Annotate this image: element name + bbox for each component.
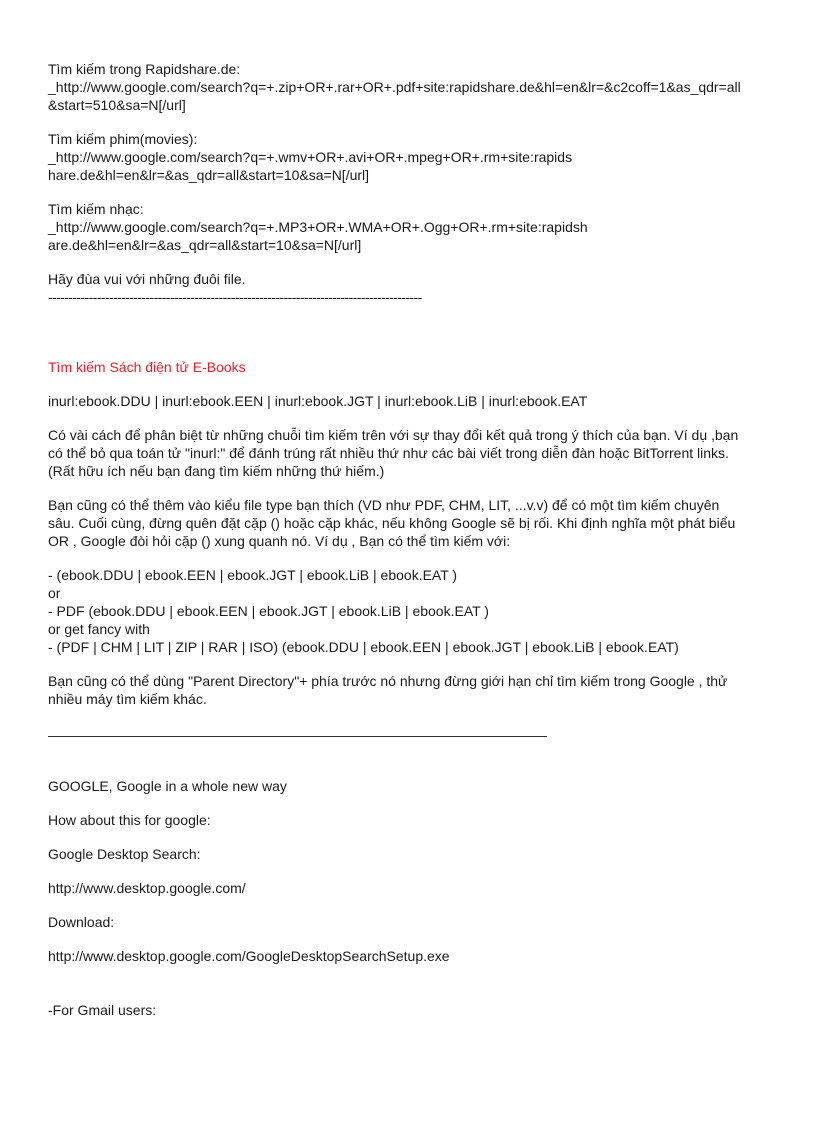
how-about-line: How about this for google: (48, 812, 211, 828)
music-url-line-1: _http://www.google.com/search?q=+.MP3+OR+.WMA+OR+.Ogg+OR+.rm+site:rapidsh (48, 219, 588, 235)
para1-line-2: có thể bỏ qua toán tử "inurl:" để đánh trúng rất nhiều thứ như các bài viết trong diễn đàn hoặc BitTorrent links. (48, 445, 729, 461)
google-heading: GOOGLE, Google in a whole new way (48, 778, 287, 794)
movies-url-line-2: hare.de&hl=en&lr=&as_qdr=all&start=10&sa=N[/url] (48, 167, 370, 183)
para3-line-1: Bạn cũng có thể dùng "Parent Directory"+ phía trước nó nhưng đừng giới hạn chỉ tìm kiếm trong Google , thử (48, 673, 728, 689)
movies-url-line-1: _http://www.google.com/search?q=+.wmv+OR+.avi+OR+.mpeg+OR+.rm+site:rapids (48, 149, 573, 165)
music-title: Tìm kiếm nhạc: (48, 201, 144, 217)
para1-line-1: Có vài cách để phân biệt từ những chuỗi tìm kiếm trên với sự thay đổi kết quả trong ý thích của bạn. Ví dụ ,bạn (48, 427, 739, 443)
rapidshare-url-line-1: _http://www.google.com/search?q=+.zip+OR+.rar+OR+.pdf+site:rapidshare.de&hl=en&lr=&c2coff=1&as_qdr=all (48, 79, 741, 95)
document-page (48, 60, 783, 1019)
desktop-search-label: Google Desktop Search: (48, 846, 201, 862)
dash-separator: -------------------------------------------------------------------------------------------- (48, 289, 422, 305)
ebooks-heading: Tìm kiếm Sách điện tử E-Books (48, 359, 246, 375)
para2-line-3: OR , Google đòi hỏi cặp () xung quanh nó. Ví dụ , Bạn có thể tìm kiếm với: (48, 533, 511, 549)
inurl-line: inurl:ebook.DDU | inurl:ebook.EEN | inurl:ebook.JGT | inurl:ebook.LiB | inurl:ebook.EAT (48, 393, 588, 409)
para2-line-1: Bạn cũng có thể thêm vào kiểu file type bạn thích (VD như PDF, CHM, LIT, ...v.v) để có một tìm kiếm chuyên (48, 497, 720, 513)
rapidshare-url-line-2: &start=510&sa=N[/url] (48, 97, 186, 113)
para2-line-2: sâu. Cuối cùng, đừng quên đặt cặp () hoặc cặp khác, nếu không Google sẽ bị rối. Khi định nghĩa một phát biểu (48, 515, 736, 531)
download-url: http://www.desktop.google.com/GoogleDesktopSearchSetup.exe (48, 948, 450, 964)
example-2: - PDF (ebook.DDU | ebook.EEN | ebook.JGT | ebook.LiB | ebook.EAT ) (48, 603, 489, 619)
para1-line-3: (Rất hữu ích nếu bạn đang tìm kiếm những thứ hiếm.) (48, 463, 385, 479)
rapidshare-title: Tìm kiếm trong Rapidshare.de: (48, 61, 241, 77)
fun-line: Hãy đùa vui với những đuôi file. (48, 271, 246, 287)
or-2: or get fancy with (48, 621, 150, 637)
music-url-line-2: are.de&hl=en&lr=&as_qdr=all&start=10&sa=N[/url] (48, 237, 362, 253)
desktop-url: http://www.desktop.google.com/ (48, 880, 246, 896)
or-1: or (48, 585, 61, 601)
example-1: - (ebook.DDU | ebook.EEN | ebook.JGT | ebook.LiB | ebook.EAT ) (48, 567, 458, 583)
download-label: Download: (48, 914, 115, 930)
para3-line-2: nhiều máy tìm kiếm khác. (48, 691, 207, 707)
movies-title: Tìm kiếm phim(movies): (48, 131, 198, 147)
gmail-line: -For Gmail users: (48, 1002, 157, 1018)
example-3: - (PDF | CHM | LIT | ZIP | RAR | ISO) (ebook.DDU | ebook.EEN | ebook.JGT | ebook.LiB | ebook.EAT) (48, 639, 679, 655)
